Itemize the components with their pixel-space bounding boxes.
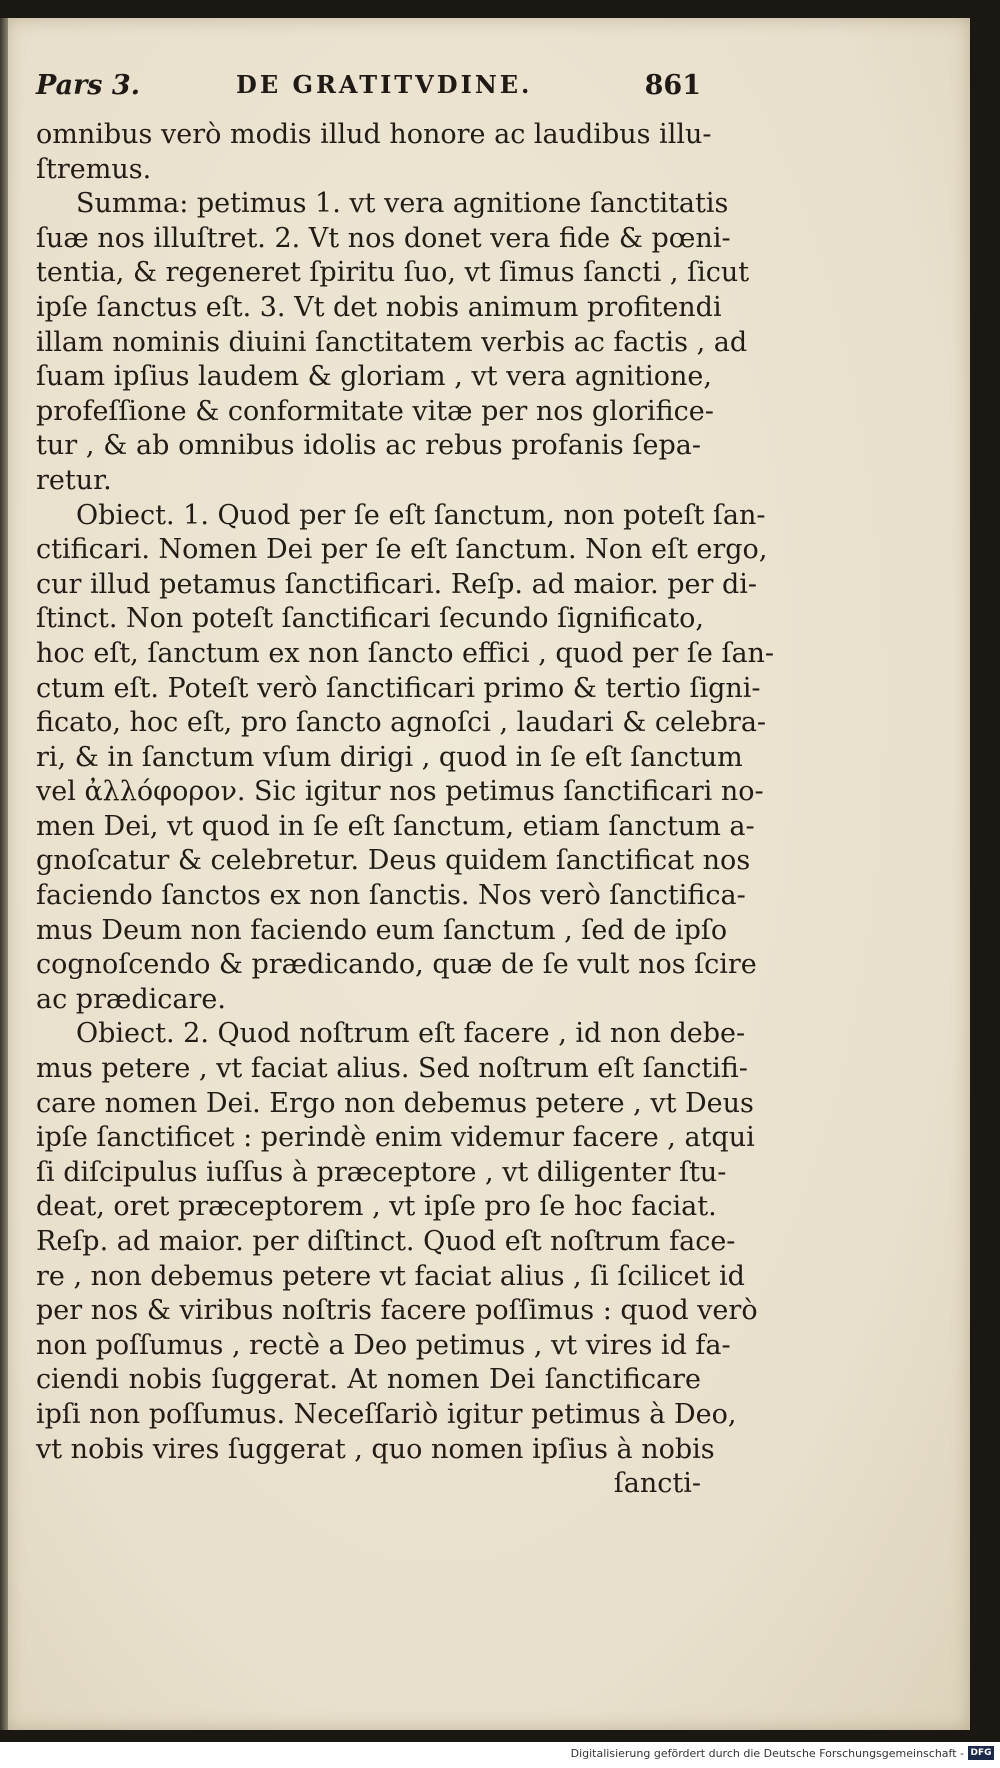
text-line: ſuam ipſius laudem & gloriam , vt vera agnitione, <box>36 361 712 393</box>
body-text <box>36 118 775 1502</box>
text-line: omnibus verò modis illud honore ac laudibus illu- <box>36 119 712 150</box>
text-line: care nomen Dei. Ergo non debemus petere , vt Deus <box>36 1087 754 1119</box>
text-line: per nos & viribus noſtris facere poſſimus : quod verò <box>36 1295 758 1327</box>
header-title: DE GRATITVDINE. <box>236 70 533 99</box>
text-line: tur , & ab omnibus idolis ac rebus profanis ſepa- <box>36 430 701 462</box>
text-line: Obiect. 2. Quod noſtrum eſt facere , id non debe- <box>76 1018 746 1050</box>
text-line: ciendi nobis ſuggerat. At nomen Dei ſanctificare <box>36 1364 701 1396</box>
text-line: profeſſione & conformitate vitæ per nos glorifice- <box>36 395 714 427</box>
page-binding-edge <box>0 18 8 1730</box>
text-line: retur. <box>36 464 112 496</box>
text-line: ficato, hoc eſt, pro ſancto agnoſci , laudari & celebra- <box>36 707 767 739</box>
text-line: mus Deum non faciendo eum ſanctum , ſed de ipſo <box>36 914 728 946</box>
running-header <box>36 70 701 110</box>
header-part: Pars 3. <box>36 70 141 101</box>
text-line: illam nominis diuini ſanctitatem verbis ac factis , ad <box>36 326 748 358</box>
text-line: hoc eſt, ſanctum ex non ſancto effici , quod per ſe ſan- <box>36 637 775 669</box>
digitization-footer <box>0 1742 1000 1768</box>
text-line: ipſe ſanctus eſt. 3. Vt det nobis animum profitendi <box>36 291 722 323</box>
text-line: ſuæ nos illuſtret. 2. Vt nos donet vera fide & pœni- <box>36 222 731 254</box>
text-line: ſi diſcipulus iuſſus à præceptore , vt diligenter ſtu- <box>36 1156 727 1188</box>
text-line: mus petere , vt faciat alius. Sed noſtrum eſt ſanctifi- <box>36 1053 748 1085</box>
text-line: ipſi non poſſumus. Neceſſariò igitur petimus à Deo, <box>36 1398 737 1430</box>
text-line: cur illud petamus ſanctificari. Reſp. ad maior. per di- <box>36 568 758 600</box>
dfg-logo: DFG <box>968 1746 994 1760</box>
text-line: vt nobis vires ſuggerat , quo nomen ipſius à nobis <box>36 1433 715 1465</box>
text-line: ctificari. Nomen Dei per ſe eſt ſanctum. Non eſt ergo, <box>36 534 768 566</box>
text-line: Reſp. ad maior. per diſtinct. Quod eſt noſtrum face- <box>36 1226 736 1257</box>
text-line: men Dei, vt quod in ſe eſt ſanctum, etiam ſanctum a- <box>36 810 755 842</box>
text-line: vel ἀλλόφορον. Sic igitur nos petimus ſanctificari no- <box>36 776 764 808</box>
text-line: gnoſcatur & celebretur. Deus quidem ſanctificat nos <box>36 845 751 877</box>
text-line: ac prædicare. <box>36 983 226 1015</box>
text-line: ri, & in ſanctum vſum dirigi , quod in ſe eſt ſanctum <box>36 741 743 773</box>
catchword: ſancti- <box>613 1468 701 1500</box>
text-line: ſtinct. Non poteſt ſanctificari ſecundo ſignificato, <box>36 603 704 635</box>
text-line: re , non debemus petere vt faciat alius , ſi ſcilicet id <box>36 1260 745 1292</box>
funding-credit: Digitalisierung gefördert durch die Deutsche Forschungsgemeinschaft - <box>570 1747 964 1760</box>
text-line: non poſſumus , rectè a Deo petimus , vt vires id fa- <box>36 1329 731 1361</box>
text-line: tentia, & regeneret ſpiritu ſuo, vt ſimus ſancti , ſicut <box>36 257 750 289</box>
text-line: cognoſcendo & prædicando, quæ de ſe vult nos ſcire <box>36 949 757 981</box>
page-number: 861 <box>644 70 701 101</box>
text-line: Obiect. 1. Quod per ſe eſt ſanctum, non poteſt ſan- <box>76 499 766 531</box>
text-line: Summa: petimus 1. vt vera agnitione ſanctitatis <box>76 188 729 220</box>
text-line: ſtremus. <box>36 153 152 185</box>
text-line: ctum eſt. Poteſt verò ſanctificari primo & tertio ſigni- <box>36 672 761 704</box>
text-line: ipſe ſanctificet : perindè enim videmur facere , atqui <box>36 1122 755 1154</box>
text-line: faciendo ſanctos ex non ſanctis. Nos verò ſanctifica- <box>36 880 746 912</box>
text-line: deat, oret præceptorem , vt ipſe pro ſe hoc faciat. <box>36 1191 717 1223</box>
